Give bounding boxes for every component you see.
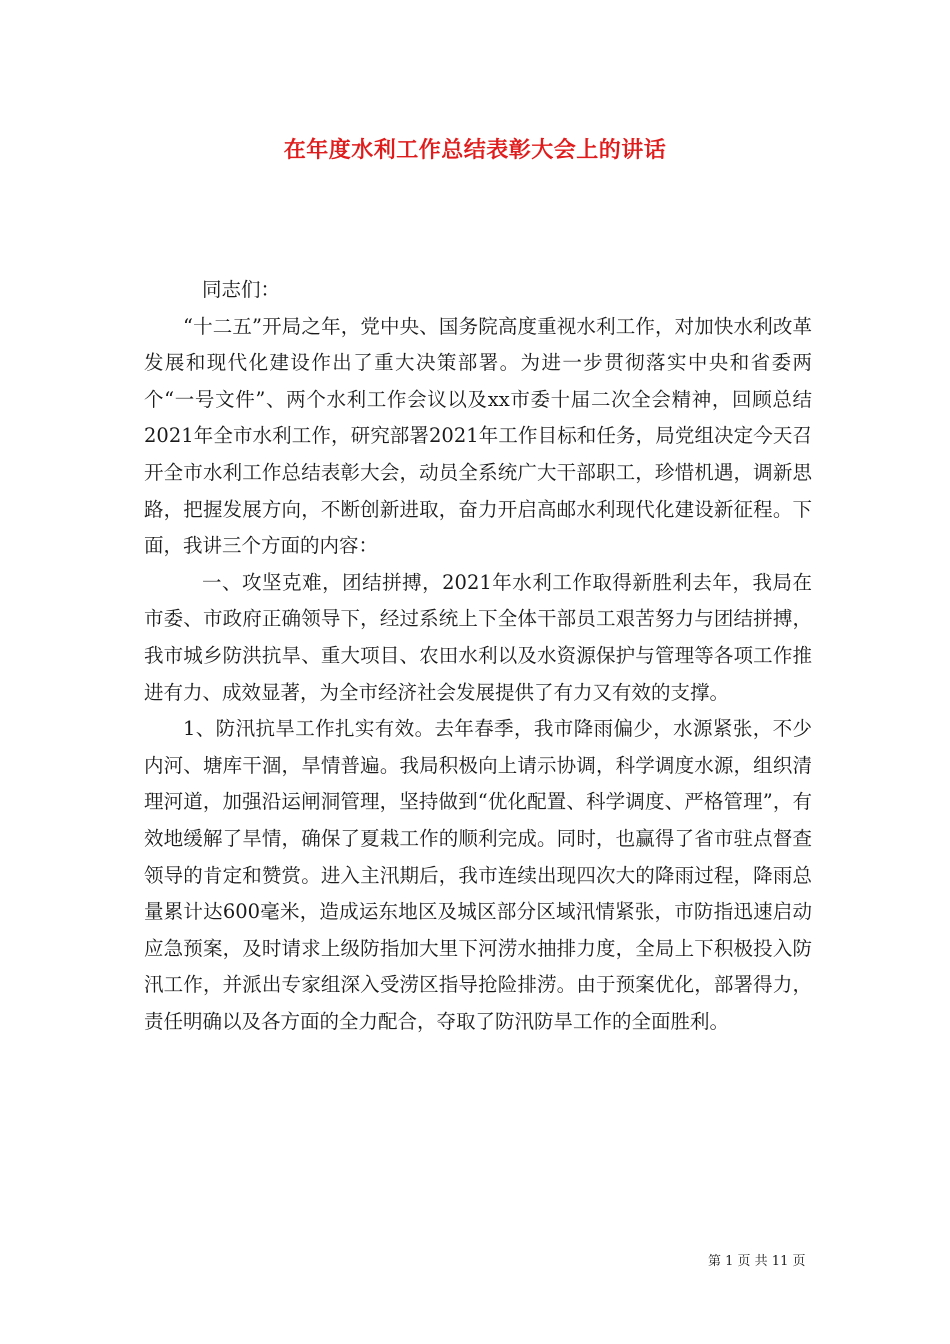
paragraph-flood-control: 1、防汛抗旱工作扎实有效。去年春季，我市降雨偏少，水源紧张，不少内河、塘库干涸，旱情普遍。我局积极向上请示协调，科学调度水源，组织清理河道，加强沿运闸洞管理，坚持做到“优化配置、科学调度、严格管理”，有效地缓解了旱情，确保了夏栽工作的顺利完成。同时，也赢得了省市驻点督查领导的肯定和赞赏。进入主汛期后，我市连续出现四次大的降雨过程，降雨总量累计达600毫米，造成运东地区及城区部分区域汛情紧张，市防指迅速启动应急预案，及时请求上级防指加大里下河涝水抽排力度，全局上下积极投入防汛工作，并派出专家组深入受涝区指导抢险排涝。由于预案优化，部署得力，责任明确以及各方面的全力配合，夺取了防汛防旱工作的全面胜利。: [144, 717, 812, 1033]
paragraph-section-one: 一、攻坚克难，团结拼搏，2021年水利工作取得新胜利去年，我局在市委、市政府正确领导下，经过系统上下全体干部员工艰苦努力与团结拼搏，我市城乡防洪抗旱、重大项目、农田水利以及水资源保护与管理等各项工作推进有力、成效显著，为全市经济社会发展提供了有力又有效的支撑。: [144, 570, 812, 704]
salutation: 同志们：: [202, 278, 281, 301]
document-body: [144, 272, 812, 1040]
page-number: 第 1 页 共 11 页: [708, 1254, 806, 1269]
document-title: 在年度水利工作总结表彰大会上的讲话: [283, 138, 667, 163]
paragraph-intro: “十二五”开局之年，党中央、国务院高度重视水利工作，对加快水利改革发展和现代化建设作出了重大决策部署。为进一步贯彻落实中央和省委两个“一号文件”、两个水利工作会议以及xx市委十届二次全会精神，回顾总结2021年全市水利工作，研究部署2021年工作目标和任务，局党组决定今天召开全市水利工作总结表彰大会，动员全系统广大干部职工，珍惜机遇，调新思路，把握发展方向，不断创新进取，奋力开启高邮水利现代化建设新征程。下面，我讲三个方面的内容：: [144, 314, 812, 558]
